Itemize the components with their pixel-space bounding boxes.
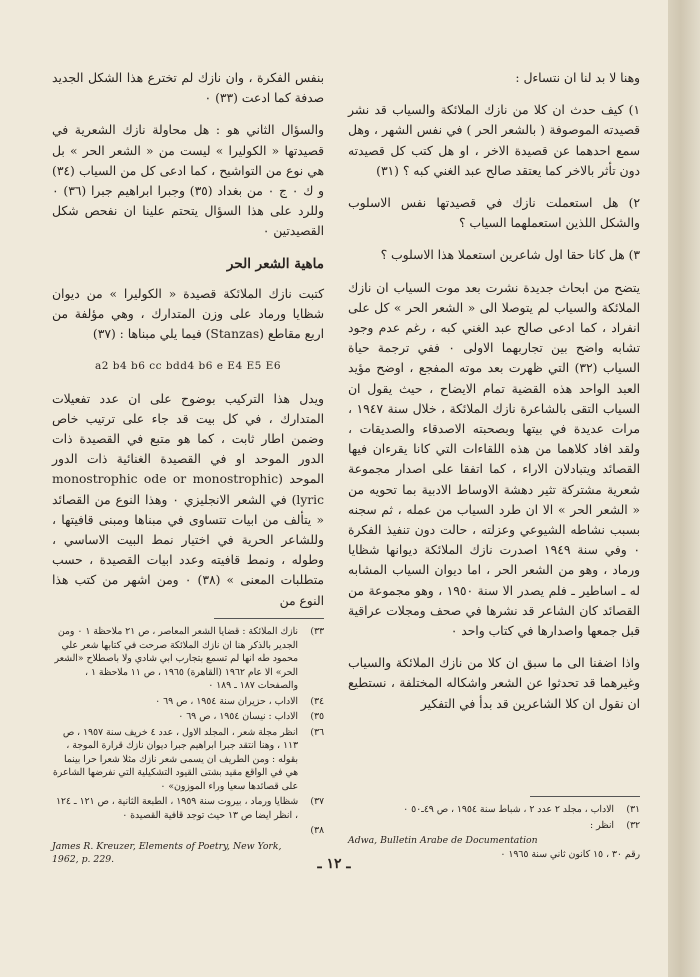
footnote: ٣٥) الاداب : نيسان ١٩٥٤ ، ص ٦٩ ٠ <box>178 711 324 722</box>
paragraph: والسؤال الثاني هو : هل محاولة نازك الشعرية في قصيدتها « الكوليرا » ليست من « الشعر الحر » بل هي نوع من التواشيح ، كما ادعى كل من السياب (٣٤) و ك ٠ ج ٠ من بغداد (٣٥) وجبرا ابراهيم جبرا (٣٦) ٠ وللرد على هذا السؤال يتحتم علينا ان نفحص شكل القصيدتين ٠ <box>52 123 324 239</box>
footnote: ٣٢) انظر : <box>589 819 640 831</box>
footnote: ٣٣) نازك الملائكة : قضايا الشعر المعاصر ، ص ٢١ ملاحظة ١ ٠ ومن الجدير بالذكر هنا ان نازك الملائكة صرحت في كتابها شعر علي محمود طه انها لم تسمع بتجارب ابي شادي ولا باصطلاح «الشعر الحر» الا عام ١٩٦٢ (القاهرة) ١٩٦٥ ، ص ١١ ملاحظة ١ ، والصفحات ١٨٧ ـ ١٨٩ ٠ <box>54 626 324 691</box>
footnotes-left <box>52 612 324 869</box>
footnote: رقم ٣٠ ، ١٥ كانون ثاني سنة ١٩٦٥ ٠ <box>500 848 640 860</box>
paragraph: ويدل هذا التركيب بوضوح على ان عدد تفعيلات المتدارك ، في كل بيت قد جاء على ترتيب خاص وضمن اطار ثابت ، كما هو متبع في القصيدة ذات الدور الموحد او في القصيدة الغنائية ذات الدور الموحد (monostrophic ode or monostrophic lyric) في الشعر الانجليزي ٠ وهذا النوع من القصائد « يتألف من ابيات تتساوى في مبناها ومبنى قافيتها ، وللشاعر الحرية في اختيار نمط البيت الاساسي ، وطوله ، ونمط قافيته وعدد ابيات القصيدة ، حسب متطلبات المعنى » (٣٨) ٠ ومن اشهر من كتب هذا النوع من <box>52 391 325 608</box>
paragraph: ٣) هل كانا حقا اول شاعرين استعملا هذا الاسلوب ؟ <box>380 248 640 263</box>
footnote-reference: Adwa, Bulletin Arabe de Documentation <box>348 835 538 846</box>
paragraph: يتضح من ابحاث جديدة نشرت بعد موت السياب ان نازك الملائكة والسياب لم يتوصلا الى « الشعر الحر » كل على انفراد ، كما ادعى صالح عبد الغني كبه ، رغم عدم وجود تشابه واضح بين تجاربهما الاولى ٠ ففي ترجمة حياة السياب (٣٢) التي ظهرت بعد موته المفجع ، اوضح مؤيد العبد الواحد هذه القضية تمام الايضاح ، حيث يقول ان السياب التقى بالشاعرة نازك الملائكة ، خلال سنة ١٩٤٧ ، مرات عديدة في بيتها وبصحبته الاصدقاء والصديقات ، ولقد افاد كلاهما من هذه اللقاءات التي كانا يقرءان فيها القصائد ويتبادلان الاراء ، كما اتفقا على اصدار مجموعة شعرية مشتركة تثير دهشة الاوساط الادبية بما تحويه من « الشعر الحر » الا ان طرد السياب من عمله ، ثم سجنه بسبب نشاطه الشيوعي وعزلته ، حالت دون تنفيذ الفكرة ٠ وفي سنة ١٩٤٩ اصدرت نازك الملائكة ديوانها شظايا ورماد ، وهو من الشعر الحر ، اما ديوان السياب المشابه له ـ اساطير ـ فلم يصدر الا سنة ١٩٥٠ ، وهو مجموعة من القصائد كان الشاعر قد نشرها في صحف ومجلات عراقية قبل جمعها واصدارها في كتاب واحد ٠ <box>348 280 640 639</box>
page-number: ـ ١٢ ـ <box>317 856 351 872</box>
footnote-divider <box>530 796 640 797</box>
paragraph: كتبت نازك الملائكة قصيدة « الكوليرا » من ديوان شظايا ورماد على وزن المتدارك ، وهي مؤلفة من اربع مقاطع (Stanzas) فيما يلي مبناها : (٣٧) <box>52 286 324 342</box>
footnote: ٣٨) <box>310 825 324 836</box>
right-column <box>348 68 640 726</box>
footnote: ٣٤) الاداب ، حزيران سنة ١٩٥٤ ، ص ٦٩ ٠ <box>155 695 324 707</box>
rhyme-scheme-formula: a2 b4 b6 cc bdd4 b6 e E4 E5 E6 <box>94 360 282 373</box>
footnote: ٣٦) انظر مجلة شعر ، المجلد الاول ، عدد ٤ خريف سنة ١٩٥٧ ، ص ١١٣ ، وهنا انتقد جبرا ابراهيم جبرا ديوان نازك قرارة الموجة ، بقوله : ومن الطريف ان يسمى شعر نازك مثلا شعرا حرا بينما هي في الواقع مقيد بشتى القيود التشكيلية التي نفرضها الشاعرة على قصائدها سعيا وراء الموزون» ٠ <box>52 726 324 792</box>
left-column <box>52 68 324 623</box>
paragraph: ١) كيف حدث ان كلا من نازك الملائكة والسياب قد نشر قصيدته الموصوفة ( بالشعر الحر ) في نفس الشهر ، وهل سمع احدهما عن قصيدة الاخر ، او هل كتب كل قصيدته دون تأثر بالاخر كما يعتقد صالح عبد الغني كبه ؟ (٣١) <box>348 103 640 178</box>
paragraph: ٢) هل استعملت نازك في قصيدتها نفس الاسلوب والشكل اللذين استعملهما السياب ؟ <box>348 196 640 231</box>
paragraph: وهنا لا بد لنا ان نتساءل : <box>515 71 640 85</box>
paragraph: واذا اضفنا الى ما سبق ان كلا من نازك الملائكة والسياب وغيرهما قد تحدثوا عن الشعر واشكاله المختلفة ، نستطيع ان نقول ان كلا الشاعرين قد بدأ في التفكير <box>348 656 640 711</box>
footnote-divider <box>214 618 324 619</box>
paragraph: بنفس الفكرة ، وان نازك لم تخترع هذا الشكل الجديد صدفة كما ادعت (٣٣) ٠ <box>52 71 324 106</box>
footnote: ٣٧) شظايا ورماد ، بيروت سنة ١٩٥٩ ، الطبعة الثانية ، ص ١٢١ ـ ١٢٤ ، انظر ايضا ص ١٣ حيث توجد قافية القصيدة ٠ <box>55 796 324 821</box>
section-heading: ماهية الشعر الحر <box>226 255 324 272</box>
page-edge <box>668 0 700 977</box>
footnote: ٣١) الاداب ، مجلد ٢ عدد ٢ ، شباط سنة ١٩٥٤ ، ص ٤٩ـ٥٠ ٠ <box>403 804 640 815</box>
footnote: James R. Kreuzer, Elements of Poetry, New York, 1962, p. 229. <box>52 840 282 865</box>
footnotes-right <box>348 790 640 863</box>
